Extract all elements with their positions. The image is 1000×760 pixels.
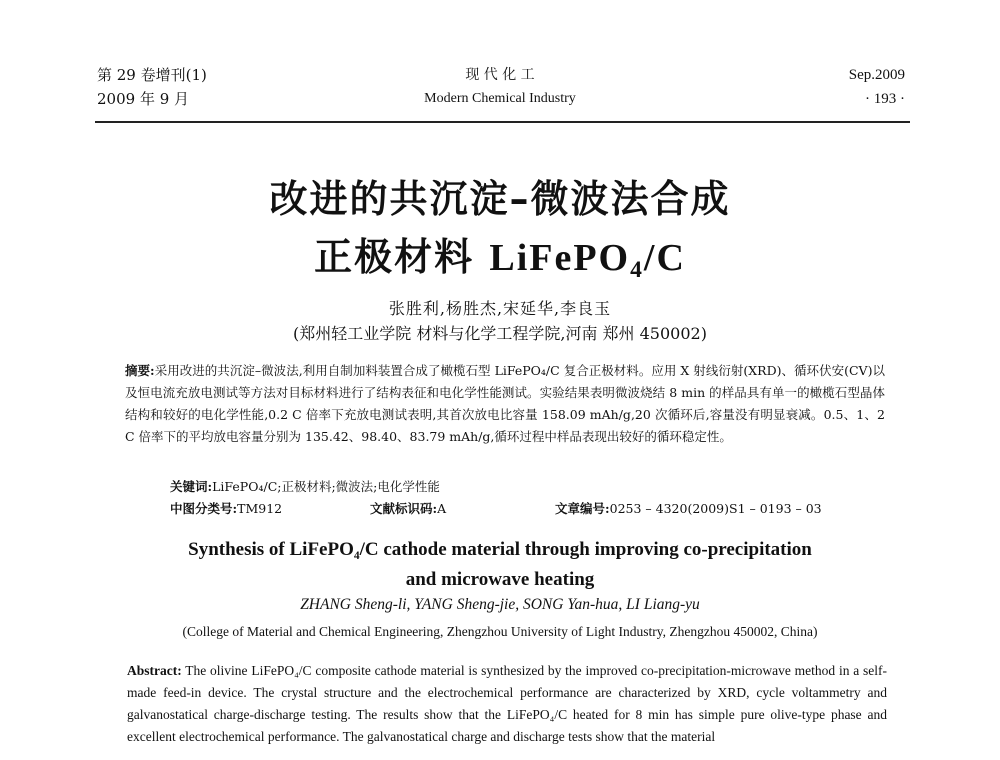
formula-subscript: 4 bbox=[630, 257, 644, 284]
doc-code-label: 文献标识码: bbox=[370, 501, 438, 516]
authors-cn: 张胜利,杨胜杰,宋延华,李良玉 bbox=[388, 299, 612, 318]
keywords-text: LiFePO₄/C;正极材料;微波法;电化学性能 bbox=[212, 479, 440, 494]
abstract-en bbox=[127, 660, 887, 748]
title-line-2-prefix: 正极材料 bbox=[314, 235, 490, 279]
clc-number bbox=[170, 499, 282, 519]
volume-issue: 第 29 卷增刊(1) bbox=[97, 66, 207, 84]
formula-part-a: LiFePO bbox=[489, 237, 631, 279]
affiliation-cn: (郑州轻工业学院 材料与化学工程学院,河南 郑州 450002) bbox=[293, 324, 707, 343]
journal-date-page bbox=[849, 63, 905, 111]
document-code bbox=[370, 499, 446, 519]
abstract-cn bbox=[125, 360, 885, 448]
abstract-en-text: The olivine LiFePO₄/C composite cathode material is synthesized by the improved co-precipitation-microwave method in a self-made feed-in device. The crystal structure and the electrochemical performance are characterized by XRD, cycle voltammetry and galvanostatical charge-discharge testing. The results show that the LiFePO₄/C heated for 8 min has simple pure olive-type phase and excellent electrochemical performance. The galvanostatical charge and discharge tests show that the material bbox=[127, 663, 887, 744]
journal-name-en: Modern Chemical Industry bbox=[424, 91, 576, 106]
paper-title-cn bbox=[0, 170, 1000, 299]
header-rule bbox=[95, 121, 910, 123]
keywords-cn bbox=[170, 477, 440, 497]
title-line-1: 改进的共沉淀–微波法合成 bbox=[269, 177, 731, 221]
article-number-label: 文章编号: bbox=[555, 501, 610, 516]
abstract-cn-label: 摘要: bbox=[125, 363, 155, 378]
clc-label: 中图分类号: bbox=[170, 501, 238, 516]
doc-code-value: A bbox=[437, 501, 447, 516]
affiliation-en: (College of Material and Chemical Engineering, Zhengzhou University of Light Industry, Zhengzhou 450002, China) bbox=[182, 624, 818, 639]
keywords-label: 关键词: bbox=[170, 479, 213, 494]
publication-date-cn: 2009 年 9 月 bbox=[97, 90, 190, 108]
title-en-line-1: Synthesis of LiFePO₄/C cathode material through improving co-precipitation bbox=[188, 539, 812, 560]
journal-name-cn: 现 代 化 工 bbox=[465, 67, 535, 83]
publication-date-en: Sep.2009 bbox=[848, 67, 905, 83]
article-number bbox=[555, 499, 822, 519]
authors-en: ZHANG Sheng-li, YANG Sheng-jie, SONG Yan-hua, LI Liang-yu bbox=[300, 596, 700, 613]
article-number-value: 0253 – 4320(2009)S1 – 0193 – 03 bbox=[609, 501, 822, 516]
abstract-en-label: Abstract: bbox=[127, 663, 182, 678]
title-en-line-2: and microwave heating bbox=[405, 569, 595, 590]
page-number: · 193 · bbox=[865, 91, 905, 107]
formula-part-b: /C bbox=[643, 237, 686, 279]
paper-title-en bbox=[0, 535, 1000, 595]
title-formula bbox=[489, 237, 686, 284]
title-line-2 bbox=[0, 228, 1000, 299]
clc-value: TM912 bbox=[237, 501, 283, 516]
abstract-cn-text: 采用改进的共沉淀–微波法,利用自制加料装置合成了橄榄石型 LiFePO₄/C 复合正极材料。应用 X 射线衍射(XRD)、循环伏安(CV)以及恒电流充放电测试等方法对目标材料进行了结构表征和电化学性能测试。实验结果表明微波烧结 8 min 的样品具有单一的橄榄石型晶体结构和较好的电化学性能,0.2 C 倍率下充放电测试表明,其首次放电比容量 158.09 mAh/g,20 次循环后,容量没有明显衰减。0.5、1、2 C 倍率下的平均放电容量分别为 135.42、98.40、83.79 mAh/g,循环过程中样品表现出较好的循环稳定性。 bbox=[125, 363, 885, 444]
